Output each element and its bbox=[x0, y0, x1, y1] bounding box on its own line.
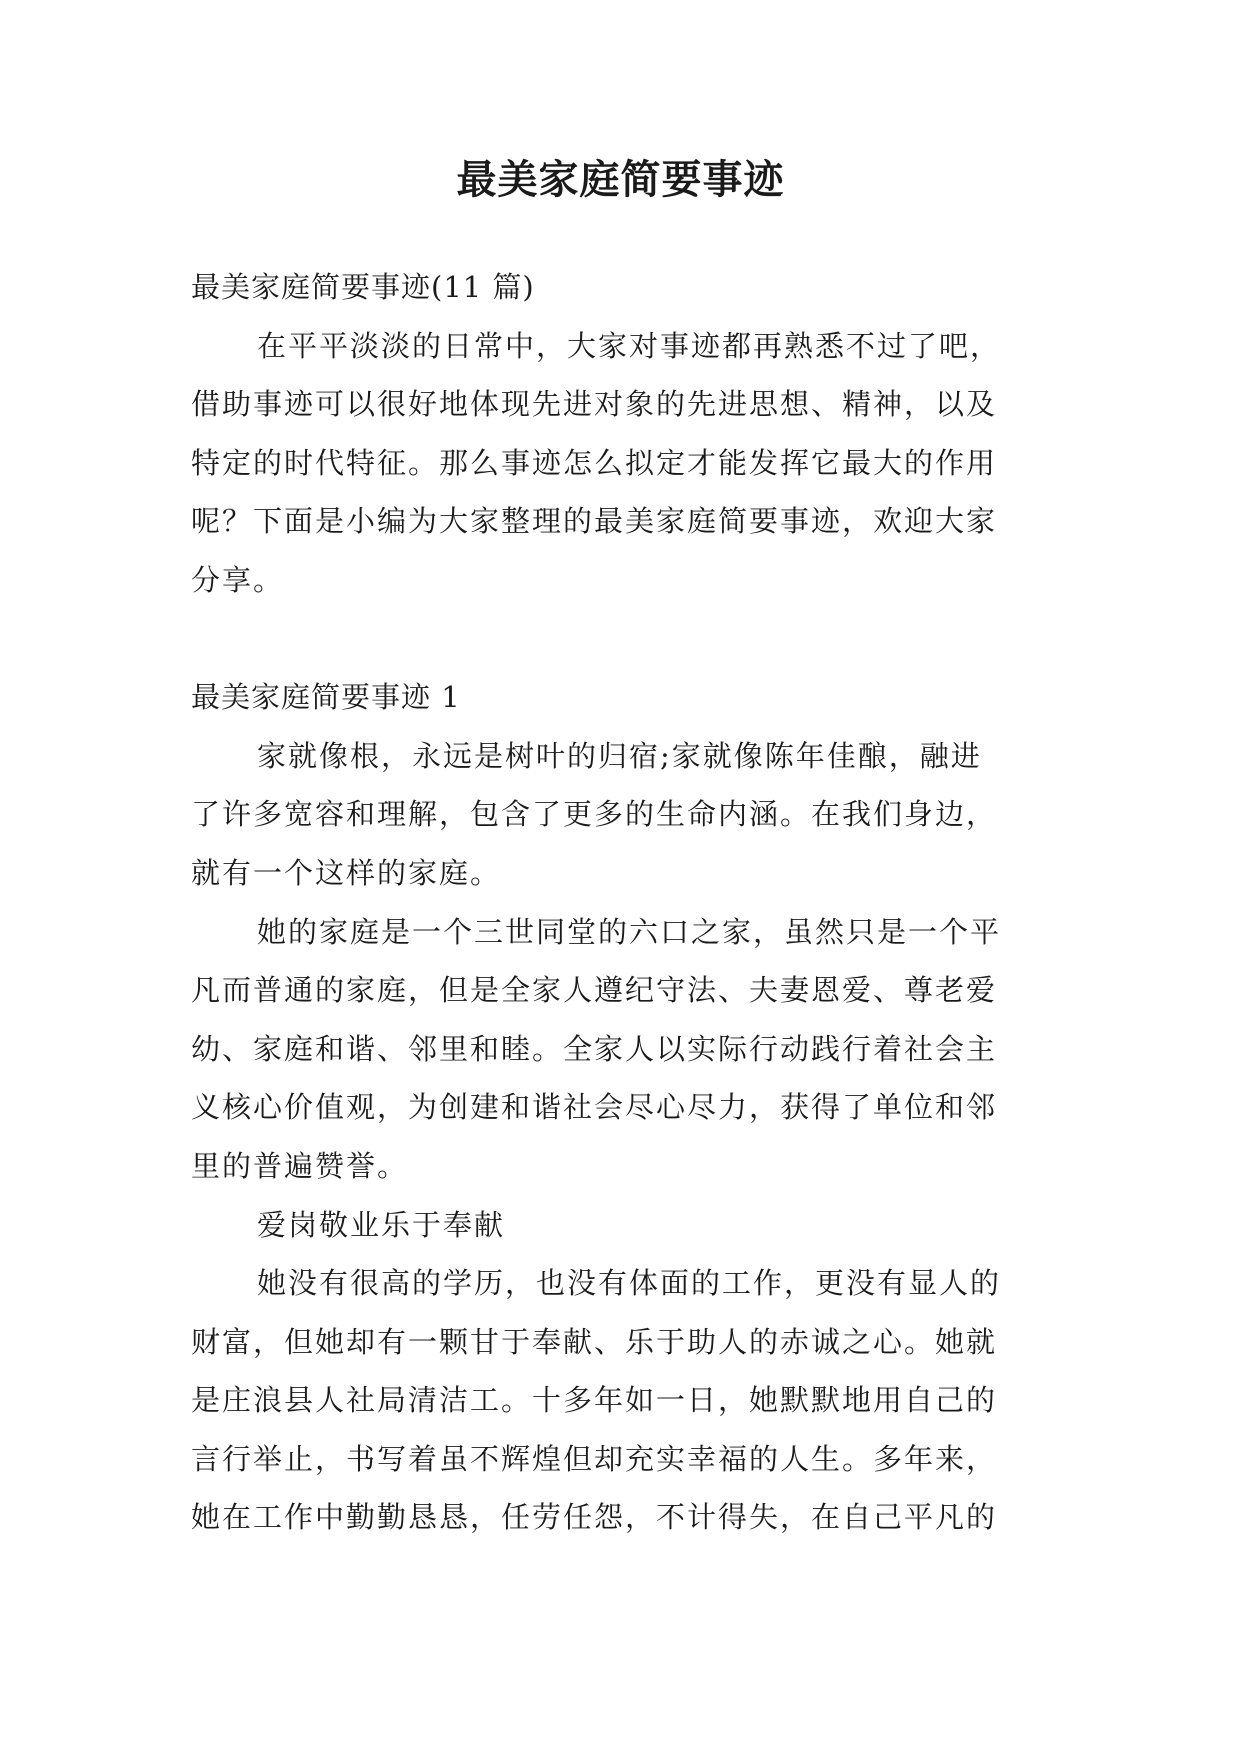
document-subtitle: 最美家庭简要事迹(11 篇) bbox=[191, 270, 535, 304]
paragraph-line: 家就像根，永远是树叶的归宿;家就像陈年佳酿，融进 bbox=[257, 738, 982, 773]
document-body bbox=[191, 258, 1051, 1547]
section-gap bbox=[191, 610, 1051, 669]
paragraph-line: 幼、家庭和谐、邻里和睦。全家人以实际行动践行着社会主 bbox=[191, 1031, 998, 1066]
section1-paragraph-3 bbox=[191, 1254, 1051, 1547]
section1-paragraph-2 bbox=[191, 903, 1051, 1196]
paragraph-line: 借助事迹可以很好地体现先进对象的先进思想、精神，以及 bbox=[191, 387, 998, 422]
paragraph-line: 了许多宽容和理解，包含了更多的生命内涵。在我们身边， bbox=[191, 797, 998, 832]
section-heading: 最美家庭简要事迹 1 bbox=[191, 680, 461, 715]
paragraph-line: 财富，但她却有一颗甘于奉献、乐于助人的赤诚之心。她就 bbox=[191, 1324, 998, 1359]
paragraph-line: 呢？下面是小编为大家整理的最美家庭简要事迹，欢迎大家 bbox=[191, 504, 998, 539]
section-subheading: 爱岗敬业乐于奉献 bbox=[257, 1207, 506, 1242]
paragraph-line: 里的普遍赞誉。 bbox=[191, 1148, 409, 1183]
paragraph-line: 特定的时代特征。那么事迹怎么拟定才能发挥它最大的作用 bbox=[191, 445, 998, 480]
document-title: 最美家庭简要事迹 bbox=[456, 156, 785, 203]
paragraph-line: 在平平淡淡的日常中，大家对事迹都再熟悉不过了吧， bbox=[257, 328, 1002, 363]
paragraph-line: 她的家庭是一个三世同堂的六口之家，虽然只是一个平 bbox=[257, 914, 1002, 949]
paragraph-line: 就有一个这样的家庭。 bbox=[191, 855, 502, 890]
paragraph-line: 凡而普通的家庭，但是全家人遵纪守法、夫妻恩爱、尊老爱 bbox=[191, 973, 998, 1008]
paragraph-line: 言行举止，书写着虽不辉煌但却充实幸福的人生。多年来， bbox=[191, 1441, 998, 1476]
section1-paragraph-1 bbox=[191, 727, 1051, 903]
paragraph-line: 她没有很高的学历，也没有体面的工作，更没有显人的 bbox=[257, 1266, 1002, 1301]
paragraph-line: 是庄浪县人社局清洁工。十多年如一日，她默默地用自己的 bbox=[191, 1383, 998, 1418]
paragraph-line: 她在工作中勤勤恳恳，任劳任怨，不计得失，在自己平凡的 bbox=[191, 1500, 998, 1535]
intro-paragraph bbox=[191, 317, 1051, 610]
paragraph-line: 义核心价值观，为创建和谐社会尽心尽力，获得了单位和邻 bbox=[191, 1090, 998, 1125]
paragraph-line: 分享。 bbox=[191, 562, 285, 597]
